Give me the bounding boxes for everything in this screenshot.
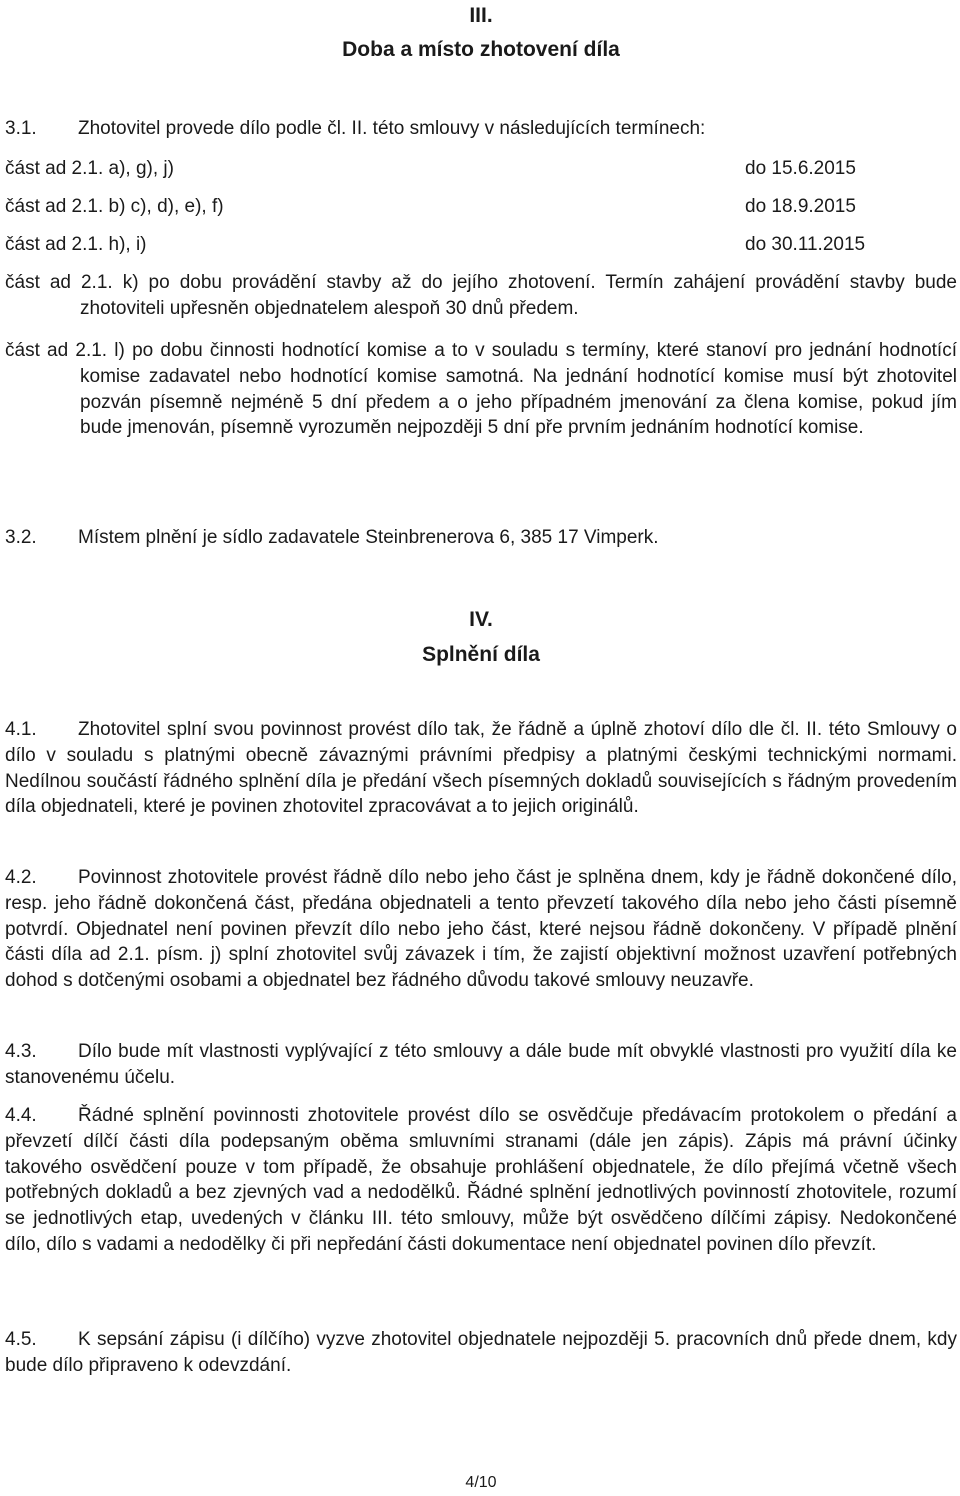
clause-number: 3.2. [5, 527, 37, 548]
clause-text: Místem plnění je sídlo zadavatele Steinbrenerova 6, 385 17 Vimperk. [78, 527, 659, 548]
clause-number: 4.1. [5, 719, 37, 740]
clause-text: Povinnost zhotovitele provést řádně dílo nebo jeho část je splněna dnem, kdy je řádně dokončené dílo, resp. jeho řádně dokončená část, předána objednateli a tento převzetí takového díla nebo jeho části písemně potvrdí. Objednatel není povinen převzít dílo nebo jeho část, které nejsou řádně dokončeny. V případě plnění části díla ad 2.1. písm. j) splní zhotovitel svůj závazek i tím, že zajistí objektivní možnost uzavření potřebných dohod s dotčenými osobami a objednatel bez řádného důvodu takové smlouvy neuzavře. [5, 867, 957, 992]
section-4-title: Splnění díla [422, 643, 540, 666]
term-label: část ad 2.1. b) c), d), e), f) [5, 196, 224, 217]
term-date: do 30.11.2015 [745, 234, 866, 255]
term-k [5, 270, 957, 322]
clause-4-1 [5, 717, 957, 820]
clause-4-4 [5, 1103, 957, 1258]
term-l-lead: část ad 2.1. l) [5, 340, 125, 361]
clause-text: K sepsání zápisu (i dílčího) vyzve zhotovitel objednatele nejpozději 5. pracovních dnů přede dnem, kdy bude dílo připraveno k odevzdání. [5, 1329, 957, 1376]
clause-number: 4.5. [5, 1329, 37, 1350]
term-date: do 18.9.2015 [745, 196, 856, 217]
clause-4-2 [5, 865, 957, 994]
clause-3-1 [5, 116, 957, 142]
clause-3-2 [5, 525, 957, 551]
term-k-text: po dobu provádění stavby až do jejího zhotovení. Termín zahájení provádění stavby bude zhotoviteli upřesněn objednatelem alespoň 30 dnů předem. [80, 272, 957, 319]
term-row [5, 188, 957, 226]
term-l-text: po dobu činnosti hodnotící komise a to v souladu s termíny, které stanoví pro jednání hodnotící komise zadavatel nebo hodnotící komise samotná. Na jednání hodnotící komise musí být zhotovitel pozván písemně nejméně 5 dní předem a o jeho případném jmenování za člena komise, pokud jím bude jmenován, písemně vyrozuměn nejpozději 5 dní pře prvním jednáním hodnotící komise. [80, 340, 957, 439]
clause-text: Dílo bude mít vlastnosti vyplývající z této smlouvy a dále bude mít obvyklé vlastnosti pro využití díla ke stanovenému účelu. [5, 1041, 957, 1088]
clause-number: 4.2. [5, 867, 37, 888]
term-label: část ad 2.1. a), g), j) [5, 158, 174, 179]
page-number: 4/10 [465, 1474, 497, 1491]
term-label: část ad 2.1. h), i) [5, 234, 147, 255]
section-3-title: Doba a místo zhotovení díla [342, 38, 620, 61]
term-date: do 15.6.2015 [745, 158, 856, 179]
term-row [5, 226, 957, 264]
section-4-number: IV. [469, 608, 493, 631]
clause-text: Zhotovitel splní svou povinnost provést dílo tak, že řádně a úplně zhotoví dílo dle čl. II. této Smlouvy o dílo v souladu s platnými obecně závaznými právními předpisy a platnými českými technickými normami. Nedílnou součástí řádného splnění díla je předání všech písemných dokladů souvisejících s řádným provedením díla objednateli, které je povinen zhotovitel zpracovávat a to jejich originálů. [5, 719, 957, 818]
clause-number: 4.4. [5, 1105, 37, 1126]
term-row [5, 150, 957, 188]
clause-number: 4.3. [5, 1041, 37, 1062]
section-3-number: III. [469, 4, 493, 27]
clause-number: 3.1. [5, 118, 37, 139]
term-l [5, 338, 957, 441]
terms-list [5, 150, 957, 264]
document-page [5, 0, 957, 1496]
clause-4-3 [5, 1039, 957, 1091]
clause-text: Řádné splnění povinnosti zhotovitele provést dílo se osvědčuje předávacím protokolem o předání a převzetí dílčí části díla podepsaným oběma smluvními stranami (dále jen zápis). Zápis má právní účinky takového osvědčení pouze v tom případě, že obsahuje prohlášení objednatele, že dílo přejímá včetně všech potřebných dokladů a bez zjevných vad a nedodělků. Řádné splnění jednotlivých povinností zhotovitele, rozumí se jednotlivých etap, uvedených v článku III. této smlouvy, může být osvědčeno dílčími zápisy. Nedokončené dílo, dílo s vadami a nedodělky či při nepředání části dokumentace není objednatel povinen dílo převzít. [5, 1105, 957, 1256]
term-k-lead: část ad 2.1. k) [5, 272, 139, 293]
clause-4-5 [5, 1327, 957, 1379]
clause-text: Zhotovitel provede dílo podle čl. II. této smlouvy v následujících termínech: [78, 118, 706, 139]
